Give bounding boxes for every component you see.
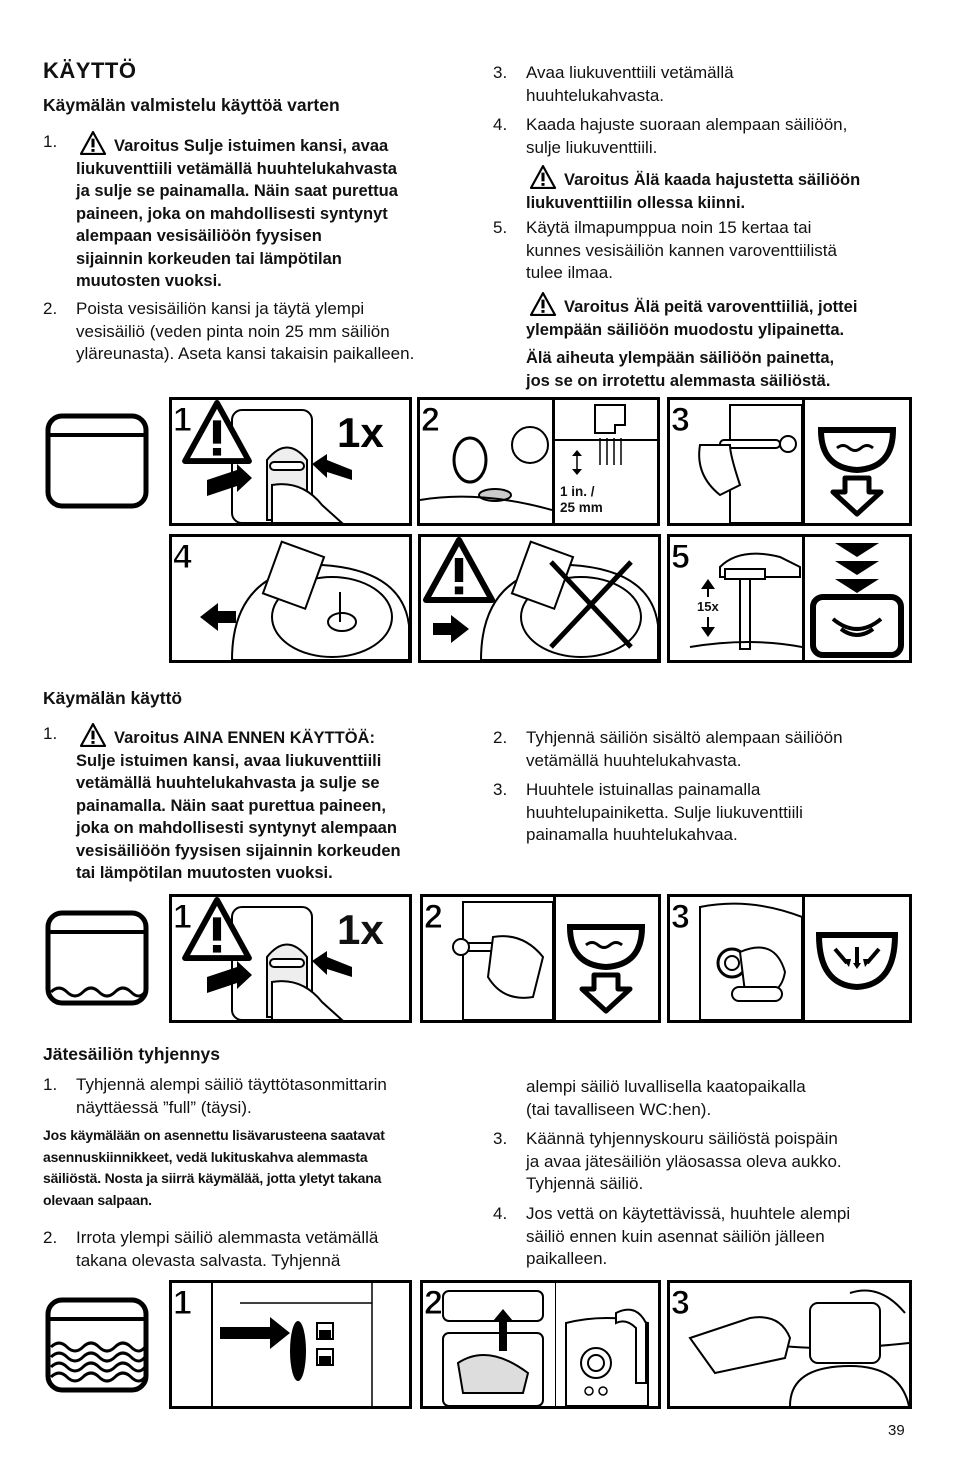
empty-step-2-continued: alempi säiliö luvallisella kaatopaikalla (tai tavalliseen WC:hen). — [526, 1077, 806, 1119]
warning-icon — [76, 131, 110, 155]
step-number: 3 — [671, 898, 690, 936]
tank-level-low-icon — [45, 910, 149, 1006]
level-gauge-illustration — [172, 1283, 409, 1406]
warning-icon — [421, 537, 497, 603]
figure1-panel-4 — [169, 534, 412, 663]
pour-scent-illustration — [172, 537, 409, 660]
page-number: 39 — [888, 1422, 905, 1439]
step-number: 1 — [173, 1284, 192, 1322]
step-number: 3 — [671, 1284, 690, 1322]
figure3-panel-2 — [420, 1280, 661, 1409]
step-number: 1 — [173, 898, 192, 936]
bowl-drain-symbol — [556, 897, 658, 1020]
step-number: 5 — [671, 538, 690, 576]
figure2-panel-1 — [169, 894, 412, 1023]
emptying-spout-illustration — [670, 1283, 909, 1406]
figure1-panel-3 — [667, 397, 912, 526]
figure1-panel-2 — [417, 397, 660, 526]
pressure-symbol — [805, 537, 909, 660]
page-title: KÄYTTÖ — [43, 58, 137, 83]
bowl-rinse-symbol — [805, 897, 909, 1020]
figure1-panel-1 — [169, 397, 412, 526]
measure-label: 1 in. / 25 mm — [560, 484, 603, 515]
warning-pressure-valve: Varoitus Älä peitä varoventtiiliä, jottei ylempään säiliöön muodostu ylipainetta. Älä aiheuta ylempään säiliöön painetta, jos se on irrotettu alemmasta säiliöstä. — [526, 292, 926, 392]
warning-icon — [526, 292, 560, 316]
repeat-count: 1x — [337, 409, 384, 456]
step-number: 2 — [424, 1284, 443, 1322]
mounting-note: Jos käymälään on asennettu lisävarusteena saatavat asennuskiinnikkeet, vedä lukituskahva alemmasta säiliöstä. Nosta ja siirrä käymälää, jotta yletyt takana olevaan salpaan. — [43, 1127, 385, 1208]
warning-scent-valve: Varoitus Älä kaada hajustetta säiliöön liukuventtiilin ollessa kiinni. — [526, 165, 926, 214]
figure3-panel-1 — [169, 1280, 412, 1409]
warning-icon — [182, 400, 252, 464]
section-heading-usage: Käymälän käyttö — [43, 688, 183, 708]
step-number: 1 — [173, 401, 192, 439]
repeat-count: 1x — [337, 906, 384, 953]
tank-level-empty-icon — [45, 413, 149, 509]
step-number: 3 — [671, 401, 690, 439]
pump-count: 15x — [697, 599, 719, 614]
lower-tank-illustration — [556, 1283, 658, 1406]
step-number: 4 — [173, 538, 192, 576]
warning-icon — [526, 165, 560, 189]
tank-level-full-icon — [45, 1297, 149, 1393]
warning-icon — [182, 897, 252, 961]
bowl-drain-symbol — [805, 400, 909, 523]
section-heading-emptying: Jätesäiliön tyhjennys — [43, 1044, 221, 1064]
warning-icon — [76, 723, 110, 747]
figure2-panel-2 — [420, 894, 661, 1023]
figure3-panel-3 — [667, 1280, 912, 1409]
section-heading-preparation: Käymälän valmistelu käyttöä varten — [43, 95, 340, 115]
figure1-panel-5 — [667, 534, 912, 663]
step-number: 2 — [424, 898, 443, 936]
step-number: 2 — [421, 401, 440, 439]
figure1-panel-4-warning — [418, 534, 661, 663]
figure2-panel-3 — [667, 894, 912, 1023]
